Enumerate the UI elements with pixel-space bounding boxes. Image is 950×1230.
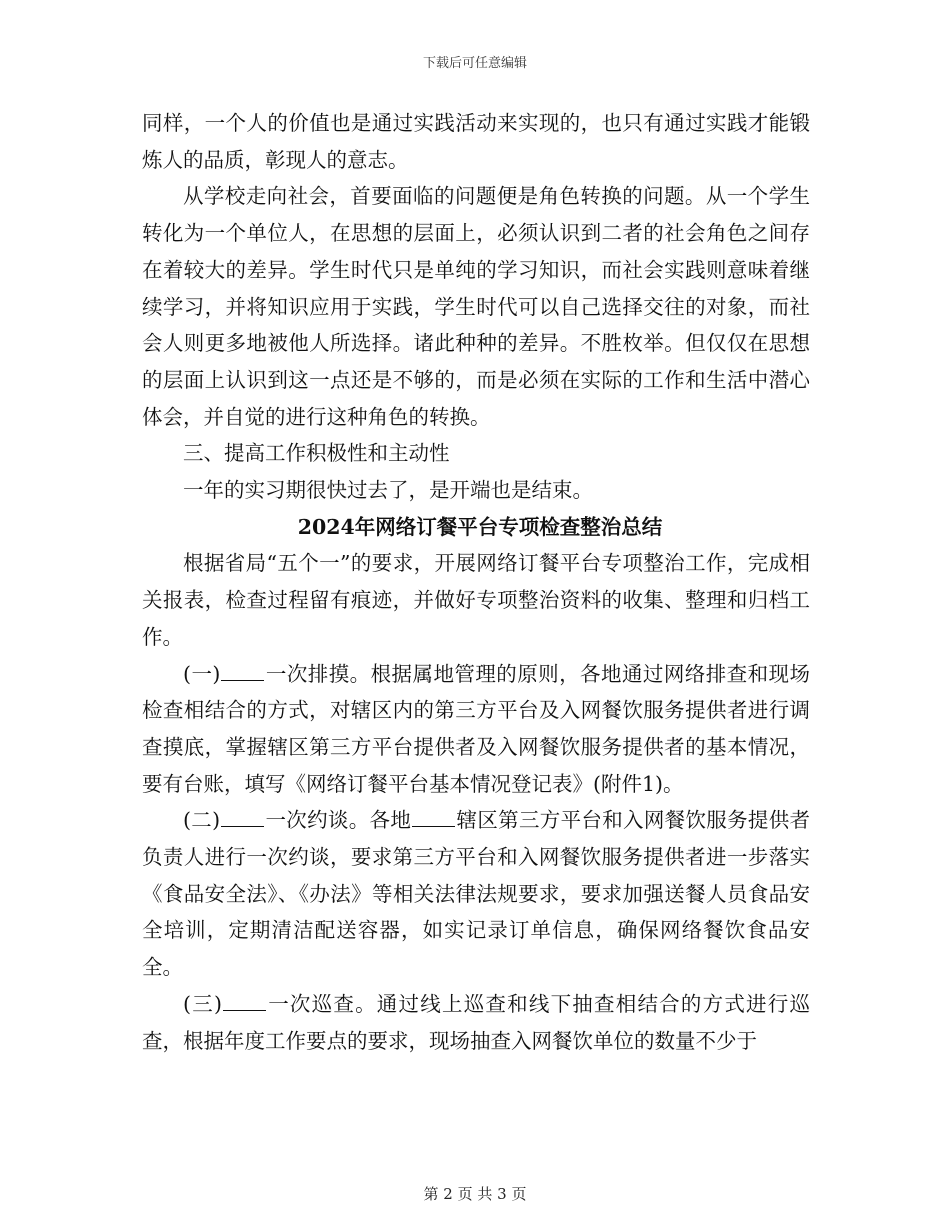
item-two-text-part2: 辖区第三方平台和入网餐饮服务提供者负责人进行一次约谈，要求第三方平台和入网餐饮服务提供者进一步落实《食品安全法》、《办法》等相关法律法规要求，要求加强送餐人员食品安全培训，定期清洁配送容器，如实记录订单信息，确保网络餐饮食品安全。	[142, 808, 811, 980]
fill-blank	[221, 660, 264, 680]
item-three-lead: (三)	[183, 991, 222, 1016]
item-one-text: 一次排摸。根据属地管理的原则，各地通过网络排查和现场检查相结合的方式，对辖区内的第三方平台及入网餐饮服务提供者进行调查摸底，掌握辖区第三方平台提供者及入网餐饮服务提供者的基本情况，要有台账，填写《网络订餐平台基本情况登记表》(附件1)。	[142, 661, 810, 796]
page-header-note: 下载后可任意编辑	[422, 56, 527, 71]
fill-blank	[412, 807, 455, 827]
item-two-lead: (二)	[183, 808, 221, 833]
paragraph-item-two	[142, 802, 810, 986]
section-heading-three: 三、提高工作积极性和主动性	[183, 441, 450, 466]
document-title: 2024年网络订餐平台专项检查整治总结	[297, 514, 663, 539]
item-three-text: 一次巡查。通过线上巡查和线下抽查相结合的方式进行巡查，根据年度工作要点的要求，现场抽查入网餐饮单位的数量不少于	[142, 991, 810, 1053]
paragraph-intro: 根据省局“五个一”的要求，开展网络订餐平台专项整治工作，完成相关报表，检查过程留有痕迹，并做好专项整治资料的收集、整理和归档工作。	[142, 551, 810, 649]
paragraph-item-three	[142, 986, 810, 1059]
document-body	[142, 105, 810, 1059]
paragraph-item-one	[142, 656, 810, 803]
paragraph-role-transition: 从学校走向社会，首要面临的问题便是角色转换的问题。从一个学生转化为一个单位人，在思想的层面上，必须认识到二者的社会角色之间存在着较大的差异。学生时代只是单纯的学习知识，而社会实践则意味着继续学习，并将知识应用于实践，学生时代可以自己选择交往的对象，而社会人则更多地被他人所选择。诸此种种的差异。不胜枚举。但仅仅在思想的层面上认识到这一点还是不够的，而是必须在实际的工作和生活中潜心体会，并自觉的进行这种角色的转换。	[142, 184, 810, 429]
page-number-footer: 第 2 页 共 3 页	[423, 1185, 527, 1203]
paragraph-continuation: 同样，一个人的价值也是通过实践活动来实现的，也只有通过实践才能锻炼人的品质，彰现人的意志。	[142, 111, 810, 172]
paragraph-internship-end: 一年的实习期很快过去了，是开端也是结束。	[183, 478, 593, 503]
fill-blank	[223, 990, 266, 1010]
item-two-text-part1: 一次约谈。各地	[265, 808, 412, 833]
fill-blank	[221, 807, 264, 827]
item-one-lead: (一)	[183, 661, 221, 686]
